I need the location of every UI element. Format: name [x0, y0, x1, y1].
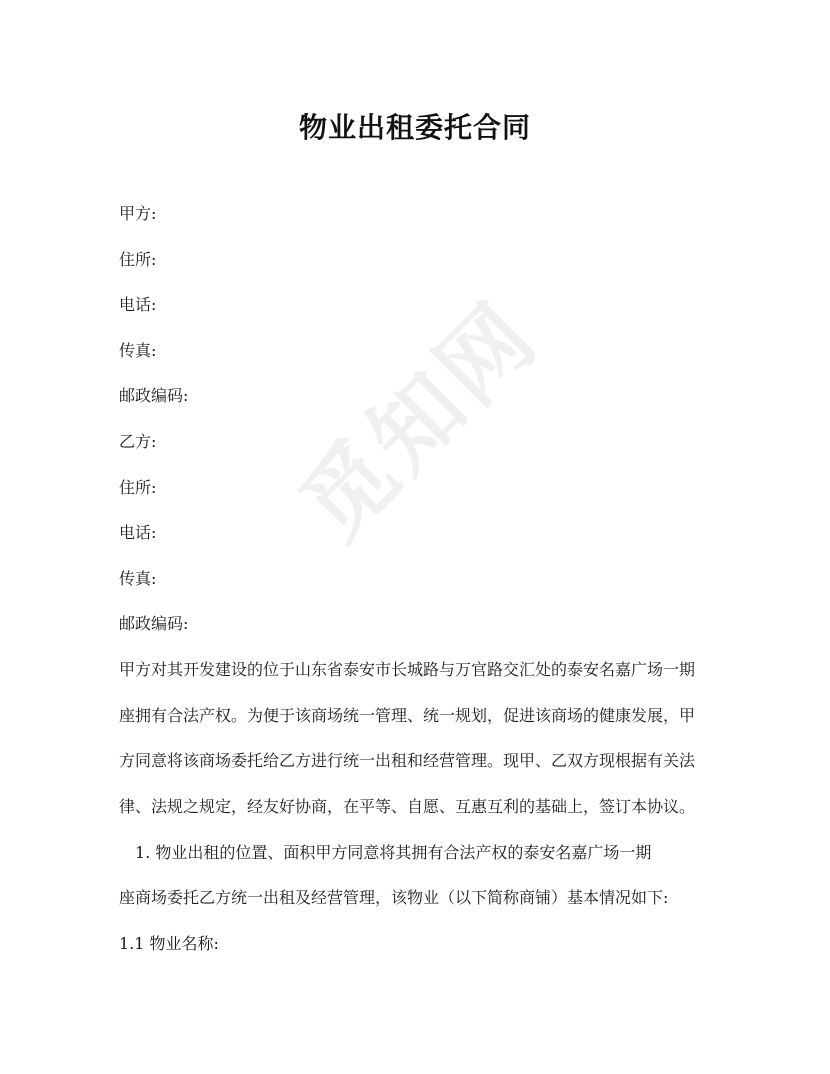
clause-1-line: 座商场委托乙方统一出租及经营管理，该物业（以下简称商铺）基本情况如下: [119, 888, 669, 907]
preamble-line: 甲方对其开发建设的位于山东省泰安市长城路与万官路交汇处的泰安名嘉广场一期 [119, 660, 696, 679]
party-a-name-label: 甲方: [119, 204, 157, 223]
party-a-phone-label: 电话: [119, 295, 157, 314]
preamble-line: 方同意将该商场委托给乙方进行统一出租和经营管理。现甲、乙双方现根据有关法 [119, 751, 696, 770]
party-b-phone-label: 电话: [119, 523, 157, 542]
preamble-line: 座拥有合法产权。为便于该商场统一管理、统一规划，促进该商场的健康发展，甲 [119, 706, 696, 725]
watermark: 觅知网 [281, 282, 559, 560]
page-title: 物业出租委托合同 [298, 111, 531, 144]
preamble-line: 律、法规之规定，经友好协商，在平等、自愿、互惠互利的基础上，签订本协议。 [119, 797, 696, 816]
party-a-address-label: 住所: [119, 250, 157, 269]
party-b-fax-label: 传真: [119, 569, 157, 588]
party-a-fax-label: 传真: [119, 341, 157, 360]
clause-1-line: 1. 物业出租的位置、面积甲方同意将其拥有合法产权的泰安名嘉广场一期 [135, 843, 652, 862]
party-b-address-label: 住所: [119, 478, 157, 497]
clause-1-1-property-name: 1.1 物业名称: [119, 934, 219, 953]
party-a-postal-label: 邮政编码: [119, 386, 189, 405]
party-b-postal-label: 邮政编码: [119, 614, 189, 633]
party-b-name-label: 乙方: [119, 432, 157, 451]
